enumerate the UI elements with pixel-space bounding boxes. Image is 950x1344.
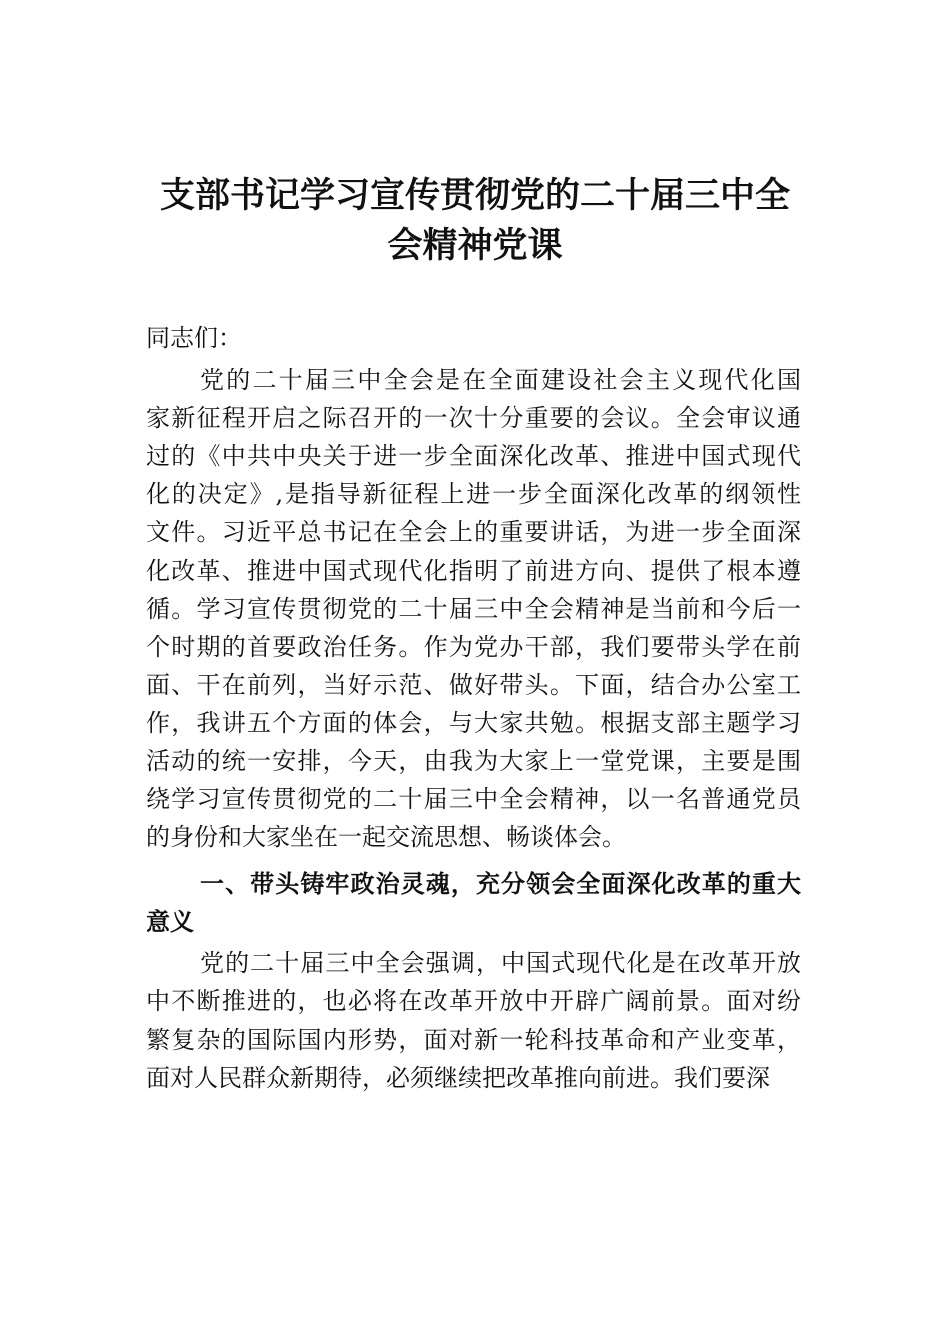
paragraph1-line: 过的《中共中央关于进一步全面深化改革、推进中国式现代 bbox=[146, 442, 801, 471]
paragraph1-line: 家新征程开启之际召开的一次十分重要的会议。全会审议通 bbox=[146, 404, 801, 433]
paragraph1-line: 个时期的首要政治任务。作为党办干部，我们要带头学在前 bbox=[146, 632, 801, 661]
paragraph1-line: 循。学习宣传贯彻党的二十届三中全会精神是当前和今后一 bbox=[146, 594, 801, 623]
paragraph1-line: 作，我讲五个方面的体会，与大家共勉。根据支部主题学习 bbox=[146, 708, 801, 737]
paragraph2-line: 中不断推进的，也必将在改革开放中开辟广阔前景。面对纷 bbox=[146, 987, 801, 1016]
paragraph2-line: 党的二十届三中全会强调，中国式现代化是在改革开放 bbox=[200, 949, 801, 977]
paragraph1-line: 面、干在前列，当好示范、做好带头。下面，结合办公室工 bbox=[146, 670, 801, 699]
paragraph1-line: 化改革、推进中国式现代化指明了前进方向、提供了根本遵 bbox=[146, 556, 801, 585]
paragraph1-line: 绕学习宣传贯彻党的二十届三中全会精神，以一名普通党员 bbox=[146, 785, 801, 814]
paragraph1-line: 党的二十届三中全会是在全面建设社会主义现代化国 bbox=[200, 366, 801, 394]
paragraph1-line: 文件。习近平总书记在全会上的重要讲话，为进一步全面深 bbox=[146, 518, 801, 547]
paragraph1-line: 化的决定》,是指导新征程上进一步全面深化改革的纲领性 bbox=[146, 480, 801, 509]
paragraph2-line: 繁复杂的国际国内形势，面对新一轮科技革命和产业变革， bbox=[146, 1025, 801, 1054]
document-title-line-2: 会精神党课 bbox=[387, 226, 563, 266]
heading1-line: 一、带头铸牢政治灵魂，充分领会全面深化改革的重大 bbox=[200, 870, 801, 898]
heading1-line: 意义 bbox=[146, 908, 194, 936]
salutation: 同志们： bbox=[146, 324, 242, 352]
document-title-line-1: 支部书记学习宣传贯彻党的二十届三中全 bbox=[159, 176, 790, 216]
paragraph2-line: 面对人民群众新期待，必须继续把改革推向前进。我们要深 bbox=[146, 1064, 770, 1093]
paragraph1-line: 的身份和大家坐在一起交流思想、畅谈体会。 bbox=[146, 823, 626, 852]
paragraph1-line: 活动的统一安排，今天，由我为大家上一堂党课，主要是围 bbox=[146, 747, 801, 775]
